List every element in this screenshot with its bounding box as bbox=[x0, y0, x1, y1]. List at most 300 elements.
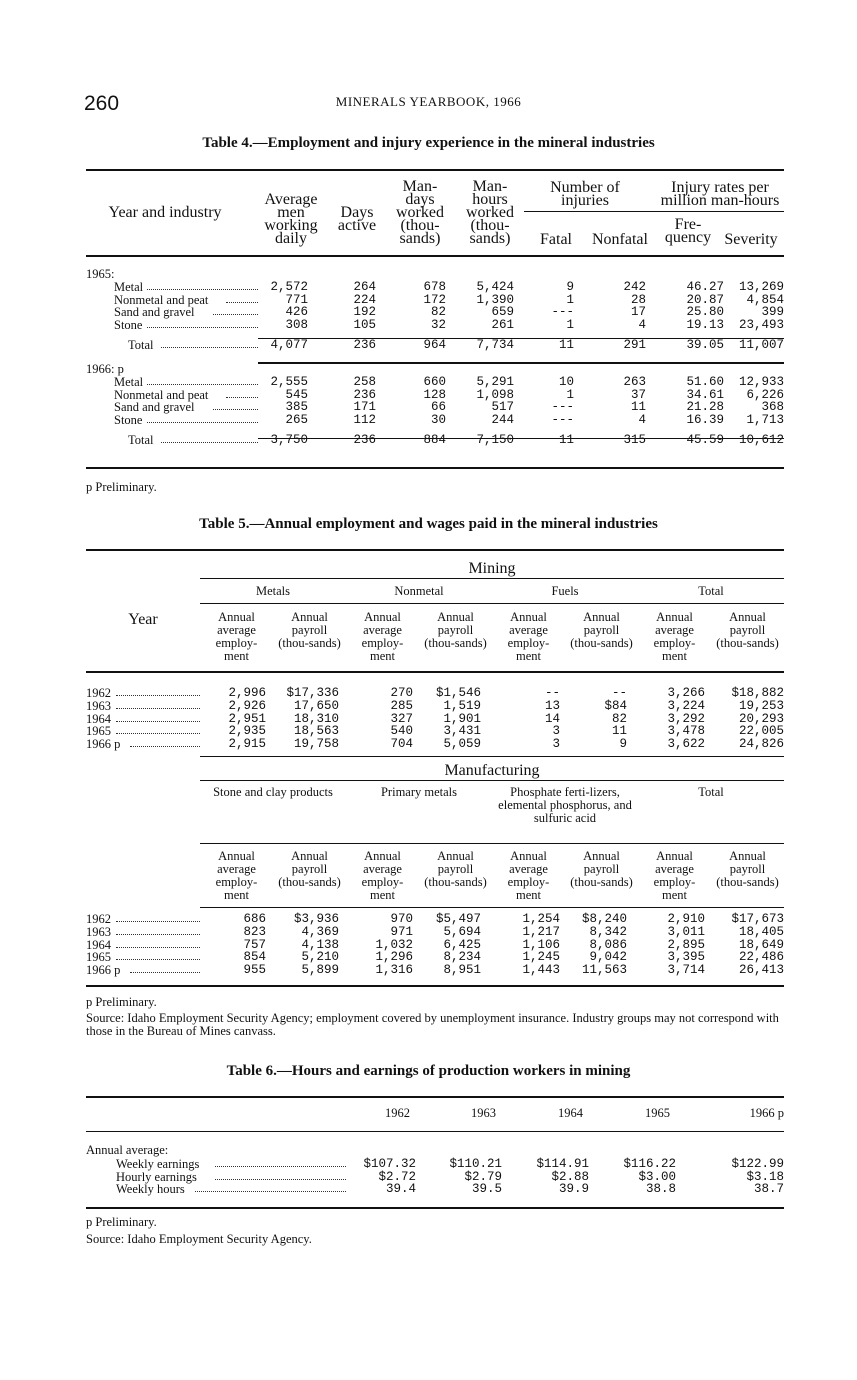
t4-row bbox=[86, 400, 784, 413]
t4-row-c3: 261 bbox=[491, 318, 514, 333]
t4-total-row bbox=[86, 433, 784, 446]
t5-cell: 955 bbox=[243, 963, 266, 978]
t5-h-payroll: Annual payroll (thou-sands) bbox=[716, 610, 779, 650]
t5-row bbox=[86, 912, 784, 925]
t4-total-row-c5: 315 bbox=[623, 433, 646, 447]
t5-cell: 1,443 bbox=[522, 963, 560, 978]
t4-total-row-c3: 7,734 bbox=[476, 338, 514, 352]
t5-row-leader bbox=[116, 921, 200, 922]
t4-total-row-label: Total bbox=[128, 433, 154, 447]
t5-manufacturing-label: Manufacturing bbox=[444, 762, 540, 779]
t6-row-leader bbox=[195, 1191, 346, 1192]
t5-cell: 1,217 bbox=[522, 924, 560, 939]
t4-h-man-days: Man-days worked (thou-sands) bbox=[396, 178, 444, 247]
t4-total-row-c2: 964 bbox=[423, 338, 446, 352]
t6-cell: $2.79 bbox=[464, 1169, 502, 1184]
t5-group-header: Primary metals bbox=[380, 785, 458, 799]
t4-total-row-c6: 45.59 bbox=[686, 433, 724, 447]
t5-mfg-subheaders bbox=[200, 850, 784, 902]
t6-row-label: Weekly earnings bbox=[116, 1157, 200, 1171]
t5-cell: 2,996 bbox=[228, 686, 266, 700]
t4-row-leader bbox=[213, 314, 258, 315]
t4-total-row-c0: 3,750 bbox=[270, 433, 308, 447]
t5-cell: 540 bbox=[390, 724, 413, 739]
t5-mining-groups bbox=[200, 585, 784, 601]
t4-row-c7: 13,269 bbox=[738, 279, 784, 294]
t5-row-year: 1964 bbox=[86, 711, 111, 726]
t4-row-c6: 21.28 bbox=[686, 400, 724, 415]
t5-row-leader bbox=[116, 708, 200, 709]
table5-source: Source: Idaho Employment Security Agency; employment covered by unemployment insurance. Industry groups may not correspond with those in the Bureau of Mines canvass. bbox=[86, 1011, 779, 1038]
t4-row-c5: 242 bbox=[623, 279, 646, 294]
t4-row-c1: 236 bbox=[353, 387, 376, 402]
t4-row-c5: 17 bbox=[630, 305, 646, 320]
t5-cell: 3,714 bbox=[667, 963, 705, 978]
t6-section-label: Annual average: bbox=[86, 1143, 169, 1157]
t5-cell: 11 bbox=[611, 724, 627, 739]
t4-row-c1: 264 bbox=[353, 279, 376, 294]
t5-h-employment: Annual average employ-ment bbox=[215, 849, 258, 902]
table5-caption: Table 5.—Annual employment and wages paid in the mineral industries bbox=[199, 516, 658, 532]
t5-year-label: Year bbox=[128, 611, 158, 628]
t5-h-employment: Annual average employ-ment bbox=[507, 849, 550, 902]
t5-row-year: 1966 p bbox=[86, 737, 121, 752]
t4-row-c1: 112 bbox=[353, 413, 376, 428]
table5-footnote: p Preliminary. bbox=[86, 995, 157, 1009]
t5-cell: 17,650 bbox=[293, 698, 339, 713]
t5-group-header: Nonmetal bbox=[394, 584, 444, 598]
t5-h-payroll: Annual payroll (thou-sands) bbox=[278, 849, 341, 889]
t5-group-header: Fuels bbox=[551, 584, 579, 598]
t4-row-c5: 28 bbox=[630, 292, 646, 307]
t5-cell: 3,292 bbox=[667, 711, 705, 726]
t5-row bbox=[86, 938, 784, 951]
t4-total-row-c7: 10,612 bbox=[738, 433, 784, 447]
t5-row-year: 1962 bbox=[86, 912, 111, 926]
t4-row-c4: --- bbox=[551, 305, 574, 320]
t4-row-c2: 32 bbox=[430, 318, 446, 333]
t5-cell: 3,224 bbox=[667, 698, 705, 713]
t4-row-c7: 4,854 bbox=[746, 292, 784, 307]
t4-row-c4: --- bbox=[551, 413, 574, 428]
t4-h-year-industry: Year and industry bbox=[108, 204, 222, 221]
t5-h-payroll: Annual payroll (thou-sands) bbox=[716, 849, 779, 889]
t4-total-row-leader bbox=[161, 442, 258, 443]
t4-h-man-hours: Man-hours worked (thou-sands) bbox=[466, 178, 514, 247]
t5-cell: 2,910 bbox=[667, 912, 705, 926]
t4-row-c2: 660 bbox=[423, 374, 446, 389]
t6-row-label: Hourly earnings bbox=[116, 1169, 197, 1184]
t5-cell: 22,005 bbox=[738, 724, 784, 739]
t4-row-label: Sand and gravel bbox=[114, 305, 195, 320]
t4-row-c1: 258 bbox=[353, 374, 376, 389]
t5-h-employment: Annual average employ-ment bbox=[361, 849, 404, 902]
t5-cell: 823 bbox=[243, 924, 266, 939]
t5-cell: 82 bbox=[611, 711, 627, 726]
t4-row-c3: 244 bbox=[491, 413, 514, 428]
t4-total-row-c1: 236 bbox=[353, 338, 376, 352]
t4-row-leader bbox=[147, 327, 258, 328]
t5-cell: 11,563 bbox=[581, 963, 627, 978]
t4-row-c2: 678 bbox=[423, 279, 446, 294]
t5-cell: 970 bbox=[390, 912, 413, 926]
t4-total-row-c3: 7,150 bbox=[476, 433, 514, 447]
t4-row-c7: 12,933 bbox=[738, 374, 784, 389]
t5-row-leader bbox=[130, 746, 200, 747]
t5-group-header: Total bbox=[698, 584, 724, 598]
t4-row-c2: 30 bbox=[430, 413, 446, 428]
t4-total-row-label: Total bbox=[128, 338, 154, 352]
t5-cell: 2,926 bbox=[228, 698, 266, 713]
t5-cell: 686 bbox=[243, 912, 266, 926]
t5-cell: 327 bbox=[390, 711, 413, 726]
t5-mfg-groups bbox=[200, 786, 784, 842]
table6-caption: Table 6.—Hours and earnings of production workers in mining bbox=[226, 1063, 631, 1079]
t6-row-leader bbox=[215, 1166, 346, 1167]
t5-group-header: Total bbox=[698, 785, 724, 799]
t5-h-employment: Annual average employ-ment bbox=[215, 610, 258, 663]
t4-row-c1: 224 bbox=[353, 292, 376, 307]
table6-footnote: p Preliminary. bbox=[86, 1215, 157, 1229]
t4-total-row-c7: 11,007 bbox=[738, 338, 784, 352]
t5-cell: 8,086 bbox=[589, 937, 627, 952]
t5-cell: 1,519 bbox=[443, 698, 481, 713]
t5-cell: 5,694 bbox=[443, 924, 481, 939]
t6-cell: $114.91 bbox=[536, 1157, 589, 1171]
t4-row-c6: 25.80 bbox=[686, 305, 724, 320]
t4-row bbox=[86, 318, 784, 331]
t5-cell: 285 bbox=[390, 698, 413, 713]
t5-cell: 18,563 bbox=[293, 724, 339, 739]
t4-row-label: Sand and gravel bbox=[114, 400, 195, 415]
t4-row-c6: 34.61 bbox=[686, 387, 724, 402]
t4-total-row-c4: 11 bbox=[558, 433, 574, 447]
t6-year-header: 1964 bbox=[558, 1106, 583, 1120]
t5-cell: 1,032 bbox=[375, 937, 413, 952]
t6-row-leader bbox=[215, 1179, 346, 1180]
t5-row-leader bbox=[130, 972, 200, 973]
t4-row-c4: --- bbox=[551, 400, 574, 415]
t5-cell: 854 bbox=[243, 950, 266, 965]
t5-row-leader bbox=[116, 733, 200, 734]
t4-row bbox=[86, 375, 784, 388]
t4-row bbox=[86, 305, 784, 318]
t5-cell: 2,895 bbox=[667, 937, 705, 952]
t5-cell: 13 bbox=[544, 698, 560, 713]
t4-row-c4: 1 bbox=[566, 318, 574, 333]
table4-footnote: p Preliminary. bbox=[86, 480, 157, 494]
t4-row-c6: 46.27 bbox=[686, 279, 724, 294]
t4-row-label: Stone bbox=[114, 318, 143, 333]
t5-cell: 20,293 bbox=[738, 711, 784, 726]
t4-row-c1: 105 bbox=[353, 318, 376, 333]
t4-h-frequency: Fre-quency bbox=[664, 216, 712, 246]
t4-h-days-active: Days active bbox=[337, 204, 377, 234]
t6-cell: 39.9 bbox=[558, 1182, 589, 1197]
t5-cell: 22,486 bbox=[738, 950, 784, 965]
t4-total-row-c5: 291 bbox=[623, 338, 646, 352]
t4-total-row-c6: 39.05 bbox=[686, 338, 724, 352]
t5-cell: $17,336 bbox=[286, 686, 339, 700]
t4-row-c1: 192 bbox=[353, 305, 376, 320]
t5-cell: 3,395 bbox=[667, 950, 705, 965]
t4-row-label: Nonmetal and peat bbox=[114, 387, 209, 402]
t5-row-leader bbox=[116, 721, 200, 722]
t4-row bbox=[86, 413, 784, 426]
t5-group-header: Stone and clay products bbox=[213, 785, 333, 799]
t5-cell: 1,245 bbox=[522, 950, 560, 965]
t4-row-c6: 16.39 bbox=[686, 413, 724, 428]
t6-year-header: 1965 bbox=[645, 1106, 670, 1120]
t5-row-year: 1965 bbox=[86, 724, 111, 739]
t5-cell: $17,673 bbox=[731, 912, 784, 926]
t4-total-row-c2: 884 bbox=[423, 433, 446, 447]
t5-row-year: 1964 bbox=[86, 937, 111, 952]
t5-cell: 24,826 bbox=[738, 737, 784, 752]
t4-h-severity: Severity bbox=[724, 231, 778, 248]
t5-cell: 26,413 bbox=[738, 963, 784, 978]
t5-row bbox=[86, 925, 784, 938]
t4-row-leader bbox=[226, 302, 258, 303]
t5-cell: 971 bbox=[390, 924, 413, 939]
t4-h-avg-men: Average men working daily bbox=[264, 191, 318, 247]
t4-row-c4: 10 bbox=[558, 374, 574, 389]
t4-row-label: Metal bbox=[114, 279, 144, 294]
t4-h-fatal: Fatal bbox=[540, 231, 572, 248]
t4-row-c2: 172 bbox=[423, 292, 446, 307]
t5-cell: 3 bbox=[552, 737, 560, 752]
t5-h-payroll: Annual payroll (thou-sands) bbox=[424, 610, 487, 650]
t4-row-c4: 9 bbox=[566, 279, 574, 294]
t5-cell: -- bbox=[611, 686, 627, 700]
t4-row-c5: 37 bbox=[630, 387, 646, 402]
t5-row bbox=[86, 686, 784, 699]
t5-cell: 19,253 bbox=[738, 698, 784, 713]
t4-row-c1: 171 bbox=[353, 400, 376, 415]
t5-cell: 1,316 bbox=[375, 963, 413, 978]
t4-row-c3: 5,424 bbox=[476, 279, 514, 294]
t5-row-leader bbox=[116, 959, 200, 960]
t4-row-c6: 20.87 bbox=[686, 292, 724, 307]
t5-cell: 8,342 bbox=[589, 924, 627, 939]
t5-h-employment: Annual average employ-ment bbox=[653, 849, 696, 902]
t5-cell: 3,266 bbox=[667, 686, 705, 700]
t6-cell: 39.5 bbox=[471, 1182, 502, 1197]
t5-cell: 270 bbox=[390, 686, 413, 700]
t5-cell: 8,951 bbox=[443, 963, 481, 978]
t6-row bbox=[86, 1157, 784, 1170]
t5-cell: 14 bbox=[544, 711, 560, 726]
t4-h-injuries-group: Number of injuries bbox=[550, 179, 620, 209]
t4-row-leader bbox=[147, 289, 258, 290]
t4-row-c5: 4 bbox=[638, 318, 646, 333]
t5-cell: $84 bbox=[604, 698, 627, 713]
t5-cell: $1,546 bbox=[435, 686, 481, 700]
t4-row-leader bbox=[147, 384, 258, 385]
t5-cell: 2,935 bbox=[228, 724, 266, 739]
t5-row bbox=[86, 950, 784, 963]
t4-row-c3: 1,390 bbox=[476, 292, 514, 307]
t5-h-payroll: Annual payroll (thou-sands) bbox=[278, 610, 341, 650]
t5-mining-label: Mining bbox=[468, 560, 516, 577]
t6-cell: 38.7 bbox=[753, 1182, 784, 1197]
t5-row-year: 1965 bbox=[86, 950, 111, 965]
t5-cell: 757 bbox=[243, 937, 266, 952]
t6-cell: $2.72 bbox=[378, 1169, 416, 1184]
t4-total-row-c0: 4,077 bbox=[270, 338, 308, 352]
t5-cell: 2,915 bbox=[228, 737, 266, 752]
t4-row-label: Nonmetal and peat bbox=[114, 292, 209, 307]
t5-h-payroll: Annual payroll (thou-sands) bbox=[424, 849, 487, 889]
t5-cell: 1,254 bbox=[522, 912, 560, 926]
t4-row-c0: 771 bbox=[285, 292, 308, 307]
running-head: MINERALS YEARBOOK, 1966 bbox=[335, 94, 522, 109]
t4-row-c3: 517 bbox=[491, 400, 514, 415]
t6-year-header: 1963 bbox=[471, 1106, 496, 1120]
t5-cell: 8,234 bbox=[443, 950, 481, 965]
t5-row-year: 1966 p bbox=[86, 963, 121, 978]
t5-cell: 5,210 bbox=[301, 950, 339, 965]
t5-group-header: Phosphate ferti-lizers, elemental phosphorus, and sulfuric acid bbox=[498, 785, 632, 825]
t6-cell: 38.8 bbox=[645, 1182, 676, 1197]
t4-total-row-c1: 236 bbox=[353, 433, 376, 447]
t5-cell: 5,059 bbox=[443, 737, 481, 752]
t5-cell: 3,478 bbox=[667, 724, 705, 739]
t4-row-c4: 1 bbox=[566, 292, 574, 307]
t5-cell: $8,240 bbox=[581, 912, 627, 926]
t5-cell: -- bbox=[544, 686, 560, 700]
t6-row-label: Weekly hours bbox=[116, 1182, 185, 1197]
t4-row-c0: 308 bbox=[285, 318, 308, 333]
t4-row-c3: 1,098 bbox=[476, 387, 514, 402]
t6-year-headers bbox=[86, 1106, 784, 1122]
t5-mining-subheaders bbox=[200, 611, 784, 663]
t5-cell: 5,899 bbox=[301, 963, 339, 978]
t4-row-c7: 1,713 bbox=[746, 413, 784, 428]
t4-row-c2: 82 bbox=[430, 305, 446, 320]
t5-cell: 4,138 bbox=[301, 937, 339, 952]
table6-source: Source: Idaho Employment Security Agency. bbox=[86, 1232, 312, 1246]
t4-row-leader bbox=[213, 409, 258, 410]
t5-h-employment: Annual average employ-ment bbox=[361, 610, 404, 663]
t4-row-c0: 385 bbox=[285, 400, 308, 415]
t6-cell: $122.99 bbox=[731, 1157, 784, 1171]
t5-h-payroll: Annual payroll (thou-sands) bbox=[570, 849, 633, 889]
t5-row bbox=[86, 963, 784, 976]
t5-cell: 3,011 bbox=[667, 924, 705, 939]
t4-row-c5: 4 bbox=[638, 413, 646, 428]
t4-row-c6: 51.60 bbox=[686, 374, 724, 389]
t4-row-c2: 128 bbox=[423, 387, 446, 402]
t5-cell: 1,106 bbox=[522, 937, 560, 952]
t4-row bbox=[86, 293, 784, 306]
t4-row-leader bbox=[147, 422, 258, 423]
t5-cell: 18,405 bbox=[738, 924, 784, 939]
t6-cell: $2.88 bbox=[551, 1169, 589, 1184]
t4-row-c7: 6,226 bbox=[746, 387, 784, 402]
t4-row-c7: 368 bbox=[761, 400, 784, 415]
t5-cell: 9,042 bbox=[589, 950, 627, 965]
t4-row-c2: 66 bbox=[430, 400, 446, 415]
t5-cell: $18,882 bbox=[731, 686, 784, 700]
t5-row bbox=[86, 699, 784, 712]
t5-cell: $5,497 bbox=[435, 912, 481, 926]
t5-row-year: 1963 bbox=[86, 924, 111, 939]
t5-cell: 1,901 bbox=[443, 711, 481, 726]
t6-year-header: 1966 p bbox=[749, 1106, 784, 1120]
t6-year-header: 1962 bbox=[385, 1106, 410, 1120]
t4-row-c5: 11 bbox=[630, 400, 646, 415]
t5-cell: 3 bbox=[552, 724, 560, 739]
t4-row-label: Stone bbox=[114, 413, 143, 428]
t4-row-leader bbox=[226, 397, 258, 398]
t4-row-c0: 2,555 bbox=[270, 374, 308, 389]
t4-row bbox=[86, 280, 784, 293]
t6-cell: 39.4 bbox=[385, 1182, 416, 1197]
t4-h-rates-group: Injury rates per million man-hours bbox=[660, 179, 780, 209]
t6-cell: $107.32 bbox=[363, 1157, 416, 1171]
t6-cell: $3.00 bbox=[638, 1169, 676, 1184]
t5-cell: $3,936 bbox=[293, 912, 339, 926]
t4-row-c0: 545 bbox=[285, 387, 308, 402]
t5-h-payroll: Annual payroll (thou-sands) bbox=[570, 610, 633, 650]
t4-row-c6: 19.13 bbox=[686, 318, 724, 333]
t4-h-nonfatal: Nonfatal bbox=[592, 231, 648, 248]
t5-row-year: 1963 bbox=[86, 698, 111, 713]
t4-row-c5: 263 bbox=[623, 374, 646, 389]
t5-cell: 18,649 bbox=[738, 937, 784, 952]
t6-cell: $110.21 bbox=[449, 1157, 502, 1171]
t5-row-year: 1962 bbox=[86, 686, 111, 700]
table4-caption: Table 4.—Employment and injury experience in the mineral industries bbox=[202, 135, 655, 151]
t5-cell: 3,622 bbox=[667, 737, 705, 752]
t5-row bbox=[86, 724, 784, 737]
t4-row-c0: 426 bbox=[285, 305, 308, 320]
t5-row bbox=[86, 712, 784, 725]
t6-row bbox=[86, 1170, 784, 1183]
t5-cell: 9 bbox=[619, 737, 627, 752]
t5-cell: 6,425 bbox=[443, 937, 481, 952]
t5-row-leader bbox=[116, 947, 200, 948]
t5-cell: 1,296 bbox=[375, 950, 413, 965]
t5-h-employment: Annual average employ-ment bbox=[507, 610, 550, 663]
t4-row-c3: 659 bbox=[491, 305, 514, 320]
t4-row-c4: 1 bbox=[566, 387, 574, 402]
t4-total-row-leader bbox=[161, 347, 258, 348]
t6-row bbox=[86, 1182, 784, 1195]
t5-cell: 4,369 bbox=[301, 924, 339, 939]
t5-group-header: Metals bbox=[255, 584, 291, 598]
t5-cell: 704 bbox=[390, 737, 413, 752]
t4-row-c7: 399 bbox=[761, 305, 784, 320]
t4-row-label: Metal bbox=[114, 374, 144, 389]
t4-row-c0: 265 bbox=[285, 413, 308, 428]
t6-cell: $116.22 bbox=[623, 1157, 676, 1171]
t5-row-leader bbox=[116, 695, 200, 696]
t4-row-c0: 2,572 bbox=[270, 279, 308, 294]
t4-group-year: 1966: p bbox=[86, 362, 124, 376]
t5-h-employment: Annual average employ-ment bbox=[653, 610, 696, 663]
t4-row bbox=[86, 388, 784, 401]
t5-row bbox=[86, 737, 784, 750]
page-number: 260 bbox=[84, 92, 120, 115]
t4-total-row-c4: 11 bbox=[558, 338, 574, 352]
t4-group-year: 1965: bbox=[86, 267, 115, 281]
t5-cell: 2,951 bbox=[228, 711, 266, 726]
t5-cell: 3,431 bbox=[443, 724, 481, 739]
t6-cell: $3.18 bbox=[746, 1169, 784, 1184]
t5-cell: 19,758 bbox=[293, 737, 339, 752]
